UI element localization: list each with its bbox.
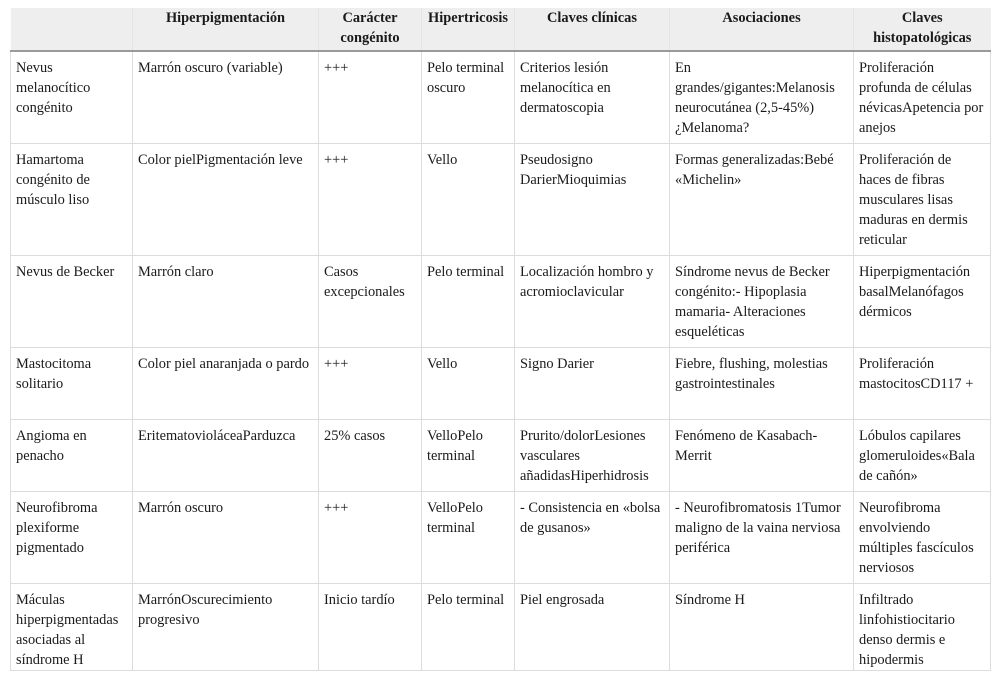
table-row xyxy=(11,51,991,144)
cell-hipertricosis: Vello xyxy=(422,144,515,256)
cell-lesion: Nevus de Becker xyxy=(11,256,133,348)
cell-hiperpigmentacion: MarrónOscurecimiento progresivo xyxy=(133,584,319,671)
cell-claves-clinicas: Pseudosigno DarierMioquimias xyxy=(515,144,670,256)
cell-caracter-congenito: +++ xyxy=(319,51,422,144)
cell-hiperpigmentacion: Marrón oscuro (variable) xyxy=(133,51,319,144)
header-claves-clinicas: Claves clínicas xyxy=(515,8,670,51)
cell-lesion: Angioma en penacho xyxy=(11,420,133,492)
cell-lesion: Neurofibroma plexiforme pigmentado xyxy=(11,492,133,584)
cell-hipertricosis: Pelo terminal xyxy=(422,584,515,671)
cell-claves-clinicas: Signo Darier xyxy=(515,348,670,420)
cell-caracter-congenito: +++ xyxy=(319,144,422,256)
cell-hipertricosis: VelloPelo terminal xyxy=(422,420,515,492)
table-row xyxy=(11,492,991,584)
table-row xyxy=(11,584,991,671)
table-row xyxy=(11,420,991,492)
cell-hiperpigmentacion: Color piel anaranjada o pardo xyxy=(133,348,319,420)
header-row xyxy=(11,8,991,51)
cell-asociaciones: Formas generalizadas:Bebé «Michelin» xyxy=(670,144,854,256)
table-container xyxy=(10,8,990,671)
comparison-table xyxy=(10,8,991,671)
cell-claves-histopatologicas: Infiltrado linfohistiocitario denso dermis e hipodermis xyxy=(854,584,991,671)
cell-claves-clinicas: Prurito/dolorLesiones vasculares añadidasHiperhidrosis xyxy=(515,420,670,492)
cell-claves-clinicas: Localización hombro y acromioclavicular xyxy=(515,256,670,348)
cell-claves-clinicas: Piel engrosada xyxy=(515,584,670,671)
cell-asociaciones: Síndrome H xyxy=(670,584,854,671)
cell-lesion: Nevus melanocítico congénito xyxy=(11,51,133,144)
cell-claves-histopatologicas: Proliferación de haces de fibras musculares lisas maduras en dermis reticular xyxy=(854,144,991,256)
cell-asociaciones: Síndrome nevus de Becker congénito:- Hipoplasia mamaria- Alteraciones esqueléticas xyxy=(670,256,854,348)
header-hipertricosis: Hipertricosis xyxy=(422,8,515,51)
cell-lesion: Mastocitoma solitario xyxy=(11,348,133,420)
cell-caracter-congenito: Inicio tardío xyxy=(319,584,422,671)
cell-caracter-congenito: 25% casos xyxy=(319,420,422,492)
header-hiperpigmentacion: Hiperpigmentación xyxy=(133,8,319,51)
header-cell-empty xyxy=(11,8,133,51)
cell-asociaciones: Fiebre, flushing, molestias gastrointestinales xyxy=(670,348,854,420)
header-claves-histopatologicas: Claves histopatológicas xyxy=(854,8,991,51)
cell-caracter-congenito: +++ xyxy=(319,348,422,420)
cell-claves-clinicas: - Consistencia en «bolsa de gusanos» xyxy=(515,492,670,584)
cell-claves-histopatologicas: Proliferación mastocitosCD117 + xyxy=(854,348,991,420)
cell-lesion: Hamartoma congénito de músculo liso xyxy=(11,144,133,256)
table-row xyxy=(11,256,991,348)
cell-asociaciones: - Neurofibromatosis 1Tumor maligno de la vaina nerviosa periférica xyxy=(670,492,854,584)
cell-claves-histopatologicas: Proliferación profunda de células névicasApetencia por anejos xyxy=(854,51,991,144)
header-asociaciones: Asociaciones xyxy=(670,8,854,51)
cell-caracter-congenito: +++ xyxy=(319,492,422,584)
cell-hipertricosis: Pelo terminal xyxy=(422,256,515,348)
cell-hiperpigmentacion: Marrón oscuro xyxy=(133,492,319,584)
cell-hiperpigmentacion: EritematovioláceaParduzca xyxy=(133,420,319,492)
cell-hipertricosis: Vello xyxy=(422,348,515,420)
table-header xyxy=(11,8,991,51)
table-body xyxy=(11,51,991,671)
cell-caracter-congenito: Casos excepcionales xyxy=(319,256,422,348)
cell-claves-histopatologicas: Neurofibroma envolviendo múltiples fascículos nerviosos xyxy=(854,492,991,584)
cell-hipertricosis: VelloPelo terminal xyxy=(422,492,515,584)
cell-hipertricosis: Pelo terminal oscuro xyxy=(422,51,515,144)
cell-asociaciones: Fenómeno de Kasabach-Merrit xyxy=(670,420,854,492)
cell-claves-histopatologicas: Hiperpigmentación basalMelanófagos dérmicos xyxy=(854,256,991,348)
cell-hiperpigmentacion: Color pielPigmentación leve xyxy=(133,144,319,256)
cell-asociaciones: En grandes/gigantes:Melanosis neurocutánea (2,5-45%)¿Melanoma? xyxy=(670,51,854,144)
cell-hiperpigmentacion: Marrón claro xyxy=(133,256,319,348)
table-row xyxy=(11,348,991,420)
cell-claves-histopatologicas: Lóbulos capilares glomeruloides«Bala de cañón» xyxy=(854,420,991,492)
header-caracter-congenito: Carácter congénito xyxy=(319,8,422,51)
cell-lesion: Máculas hiperpigmentadas asociadas al síndrome H xyxy=(11,584,133,671)
cell-claves-clinicas: Criterios lesión melanocítica en dermatoscopia xyxy=(515,51,670,144)
table-row xyxy=(11,144,991,256)
